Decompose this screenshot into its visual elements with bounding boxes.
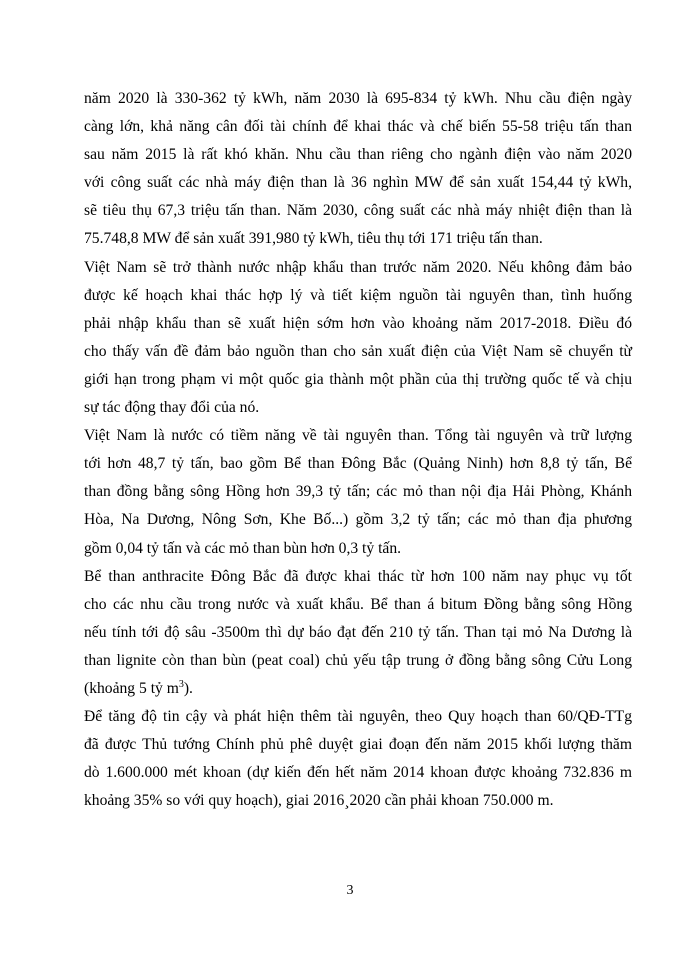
text-line: Việt Nam sẽ trở thành nước nhập khẩu than trước năm 2020. Nếu không đảm bảo [84, 258, 632, 276]
text-line: Bể than anthracite Đông Bắc đã được khai thác từ hơn 100 năm nay phục vụ tốt [84, 567, 632, 585]
text-line: than lignite còn than bùn (peat coal) chủ yếu tập trung ở đồng bằng sông Cửu Long [84, 651, 632, 669]
text-line: sự tác động thay đổi của nó. [84, 399, 260, 417]
text-line: 75.748,8 MW để sản xuất 391,980 tỷ kWh, tiêu thụ tới 171 triệu tấn than. [84, 230, 543, 248]
paragraph-exploration-plan [84, 703, 632, 815]
paragraph-coal-import [84, 254, 632, 423]
superscript: 3 [178, 678, 184, 690]
text-line: cho thấy vấn đề đảm bảo nguồn than cho sản xuất điện của Việt Nam sẽ chuyển từ [84, 342, 632, 360]
text-line: Việt Nam là nước có tiềm năng về tài nguyên than. Tổng tài nguyên và trữ lượng [84, 427, 632, 445]
text-line: tới hơn 48,7 tỷ tấn, bao gồm Bể than Đông Bắc (Quảng Ninh) hơn 8,8 tỷ tấn, Bể [84, 455, 632, 473]
text-line: Để tăng độ tin cậy và phát hiện thêm tài nguyên, theo Quy hoạch than 60/QĐ-TTg [84, 708, 632, 726]
text-line: nếu tính tới độ sâu -3500m thì dự báo đạt đến 210 tỷ tấn. Than tại mỏ Na Dương là [84, 623, 632, 641]
text-line: khoảng 35% so với quy hoạch), giai 2016¸2020 cần phải khoan 750.000 m. [84, 792, 554, 810]
text-line: cho các nhu cầu trong nước và xuất khẩu. Bể than á bitum Đồng bằng sông Hồng [84, 595, 632, 613]
text-fragment: (khoảng 5 tỷ m [84, 679, 179, 697]
text-line: với công suất các nhà máy điện than là 36 nghìn MW để sản xuất 154,44 tỷ kWh, [84, 174, 632, 192]
text-line [84, 675, 632, 703]
text-line: đã được Thủ tướng Chính phủ phê duyệt giai đoạn đến năm 2015 khối lượng thăm [84, 736, 632, 754]
text-line: than đồng bằng sông Hồng hơn 39,3 tỷ tấn; các mỏ than nội địa Hải Phòng, Khánh [84, 483, 632, 501]
text-line: sẽ tiêu thụ 67,3 triệu tấn than. Năm 2030, công suất các nhà máy nhiệt điện than là [84, 202, 632, 220]
paragraph-electricity-demand [84, 85, 632, 254]
text-fragment: ). [183, 679, 193, 697]
paragraph-coal-basins [84, 563, 632, 703]
text-line: năm 2020 là 330-362 tỷ kWh, năm 2030 là 695-834 tỷ kWh. Nhu cầu điện ngày [84, 90, 632, 107]
text-line: dò 1.600.000 mét khoan (dự kiến đến hết năm 2014 khoan được khoảng 732.836 m [84, 764, 632, 782]
page-number: 3 [346, 883, 354, 898]
text-line: giới hạn trong phạm vi một quốc gia thành một phần của thị trường quốc tế và chịu [84, 370, 632, 388]
text-line: phải nhập khẩu than sẽ xuất hiện sớm hơn vào khoảng năm 2017-2018. Điều đó [84, 314, 632, 332]
document-body [84, 85, 632, 815]
paragraph-coal-resources [84, 422, 632, 562]
text-line: sau năm 2015 là rất khó khăn. Nhu cầu than riêng cho ngành điện vào năm 2020 [84, 146, 632, 164]
text-line: được kế hoạch khai thác hợp lý và tiết kiệm nguồn tài nguyên than, tình huống [84, 286, 632, 304]
text-line: càng lớn, khả năng cân đối tài chính để khai thác và chế biến 55-58 triệu tấn than [84, 118, 632, 136]
text-line: gồm 0,04 tỷ tấn và các mỏ than bùn hơn 0,3 tỷ tấn. [84, 539, 402, 557]
text-line: Hòa, Na Dương, Nông Sơn, Khe Bố...) gồm 3,2 tỷ tấn; các mỏ than địa phương [84, 511, 632, 529]
